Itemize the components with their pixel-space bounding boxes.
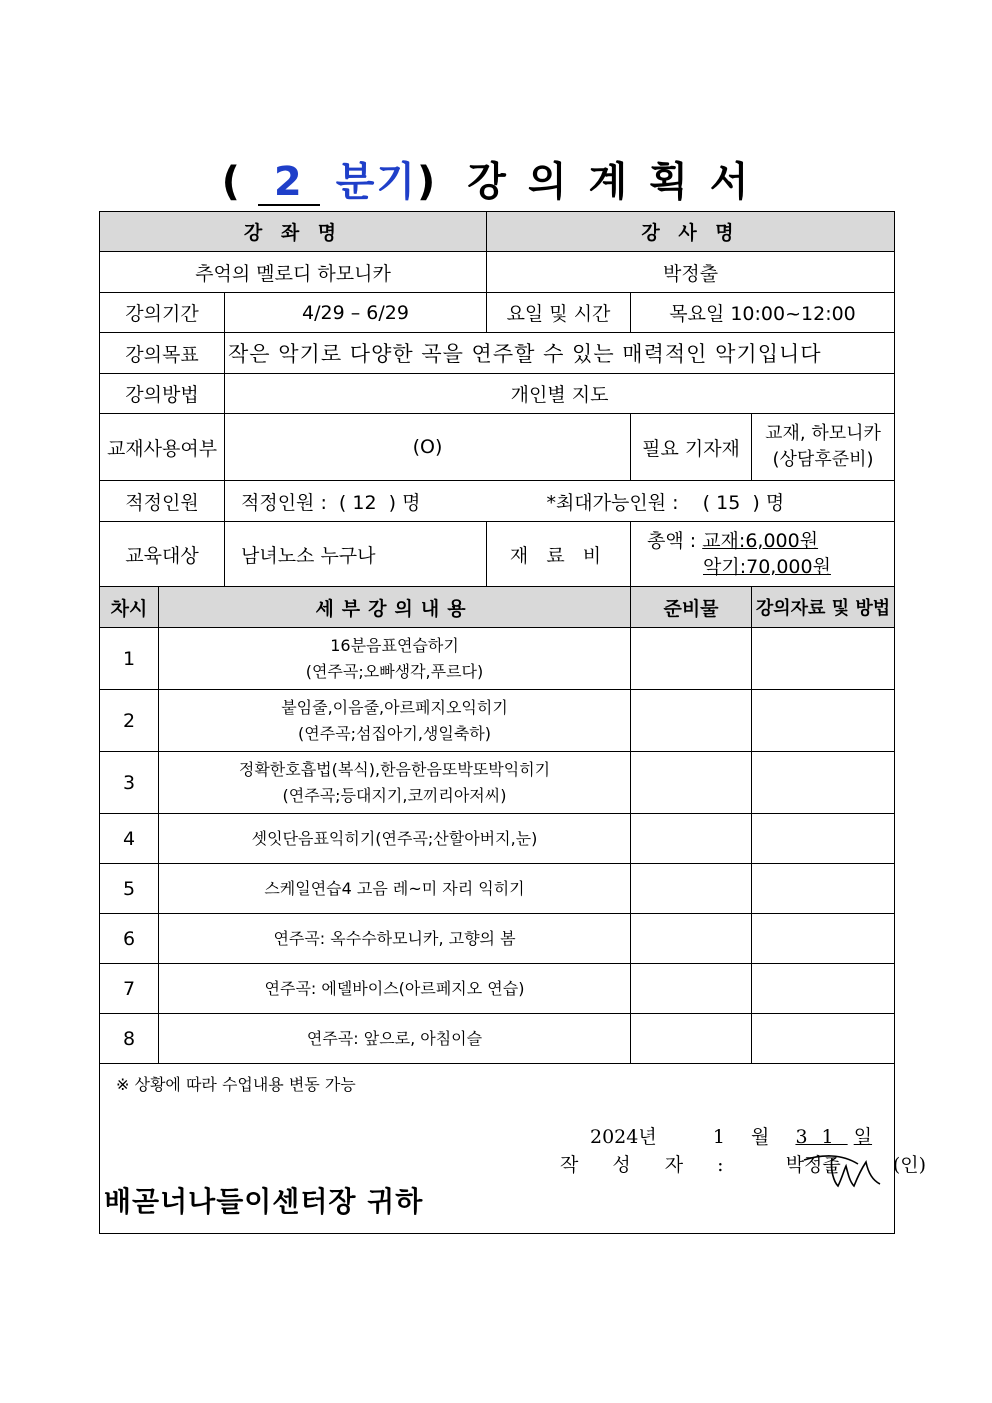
table-row (100, 914, 895, 964)
footer-section (100, 1064, 927, 1234)
prep-cell (631, 914, 752, 964)
period-value: 4/29 – 6/29 (225, 293, 487, 333)
content-line1: 16분음표연습하기 (330, 635, 459, 655)
capacity-text: 적정인원 : ( 12 ) 명 (241, 491, 421, 514)
method-label: 강의방법 (100, 374, 225, 414)
instructor-label: 강 사 명 (487, 212, 895, 252)
target-label: 교육대상 (100, 522, 225, 587)
session-no: 5 (100, 864, 159, 914)
method-value: 개인별 지도 (225, 374, 895, 414)
equipment-line1: 교재, 하모니카 (765, 423, 881, 444)
session-content: 연주곡: 에델바이스(아르페지오 연습) (159, 964, 631, 1014)
day-time-label: 요일 및 시간 (487, 293, 631, 333)
capacity-value (225, 481, 895, 522)
table-row (100, 864, 895, 914)
material-cell (752, 690, 895, 752)
table-row (100, 814, 895, 864)
equipment-label: 필요 기자재 (631, 414, 752, 481)
col-material: 강의자료 및 방법 (752, 587, 895, 628)
content-line1: 붙임줄,이음줄,아르페지오익히기 (281, 697, 508, 717)
prep-cell (631, 1014, 752, 1064)
goal-label: 강의목표 (100, 333, 225, 374)
material-cell (752, 964, 895, 1014)
session-content: 연주곡: 옥수수하모니카, 고향의 봄 (159, 914, 631, 964)
prep-cell (631, 814, 752, 864)
equipment-value (752, 414, 895, 481)
seal-text: (인) (892, 1154, 927, 1176)
date-month-unit: 월 (751, 1126, 770, 1148)
writer-label: 작 성 자 : (560, 1154, 738, 1176)
day-time-value: 목요일 10:00~12:00 (631, 293, 895, 333)
signature-mark (802, 1148, 882, 1190)
session-content (159, 628, 631, 690)
goal-value: 작은 악기로 다양한 곡을 연주할 수 있는 매력적인 악기입니다 (225, 333, 895, 374)
content-line2: (연주곡;등대지기,코끼리아저씨) (282, 785, 507, 805)
table-row (100, 964, 895, 1014)
fee-prefix: 총액 : (647, 530, 703, 552)
textbook-value: (O) (225, 414, 631, 481)
date-year: 2024년 (590, 1126, 657, 1148)
quarter-number: 2 (258, 160, 320, 206)
change-note: ※ 상황에 따라 수업내용 변동 가능 (116, 1075, 356, 1094)
content-line2: (연주곡;섬집아기,생일축하) (298, 723, 491, 743)
target-value: 남녀노소 누구나 (225, 522, 487, 587)
session-content (159, 752, 631, 814)
date-month: 1 (712, 1126, 725, 1148)
session-no: 4 (100, 814, 159, 864)
material-cell (752, 864, 895, 914)
writer-name: 박정출 (785, 1154, 841, 1176)
material-cell (752, 1014, 895, 1064)
content-line2: (연주곡;오빠생각,푸르다) (305, 661, 484, 681)
equipment-line2: (상담후준비) (772, 449, 874, 470)
material-cell (752, 814, 895, 864)
fee-textbook: 교재:6,000원 (702, 530, 819, 552)
material-cell (752, 752, 895, 814)
date-day: 31 (795, 1126, 848, 1148)
period-label: 강의기간 (100, 293, 225, 333)
fee-instrument: 악기:70,000원 (703, 556, 831, 578)
prep-cell (631, 628, 752, 690)
session-no: 8 (100, 1014, 159, 1064)
table-row (100, 752, 895, 814)
session-content (159, 690, 631, 752)
material-cell (752, 914, 895, 964)
session-content: 셋잇단음표익히기(연주곡;산할아버지,눈) (159, 814, 631, 864)
title-close-paren: ) (417, 159, 438, 205)
session-no: 2 (100, 690, 159, 752)
session-no: 1 (100, 628, 159, 690)
instructor-name: 박정출 (487, 252, 895, 293)
prep-cell (631, 864, 752, 914)
session-content: 스케일연습4 고음 레~미 자리 익히기 (159, 864, 631, 914)
material-cell (752, 628, 895, 690)
col-content: 세부강의내용 (159, 587, 631, 628)
col-session: 차시 (100, 587, 159, 628)
table-row (100, 1014, 895, 1064)
lecture-plan-table (99, 211, 927, 1234)
quarter-word: 분기 (335, 159, 417, 205)
course-name-label: 강 좌 명 (100, 212, 487, 252)
course-name: 추억의 멜로디 하모니카 (100, 252, 487, 293)
date-day-unit: 일 (853, 1126, 873, 1148)
col-prep: 준비물 (631, 587, 752, 628)
doc-name: 강의계획서 (467, 159, 771, 205)
title-open-paren: ( (221, 159, 242, 205)
prep-cell (631, 964, 752, 1014)
fee-label: 재 료 비 (487, 522, 631, 587)
capacity-label: 적정인원 (100, 481, 225, 522)
session-no: 6 (100, 914, 159, 964)
textbook-label: 교재사용여부 (100, 414, 225, 481)
recipient-line: 배곧너나들이센터장 귀하 (104, 1185, 424, 1218)
prep-cell (631, 752, 752, 814)
date-line (590, 1122, 872, 1149)
document-title (0, 150, 992, 207)
max-capacity-text: *최대가능인원 : ( 15 ) 명 (546, 491, 785, 514)
table-row (100, 628, 895, 690)
prep-cell (631, 690, 752, 752)
table-row (100, 690, 895, 752)
session-no: 7 (100, 964, 159, 1014)
session-no: 3 (100, 752, 159, 814)
content-line1: 정확한호흡법(복식),한음한음또박또박익히기 (238, 759, 551, 779)
session-content: 연주곡: 앞으로, 아침이슬 (159, 1014, 631, 1064)
fee-value (631, 522, 895, 587)
